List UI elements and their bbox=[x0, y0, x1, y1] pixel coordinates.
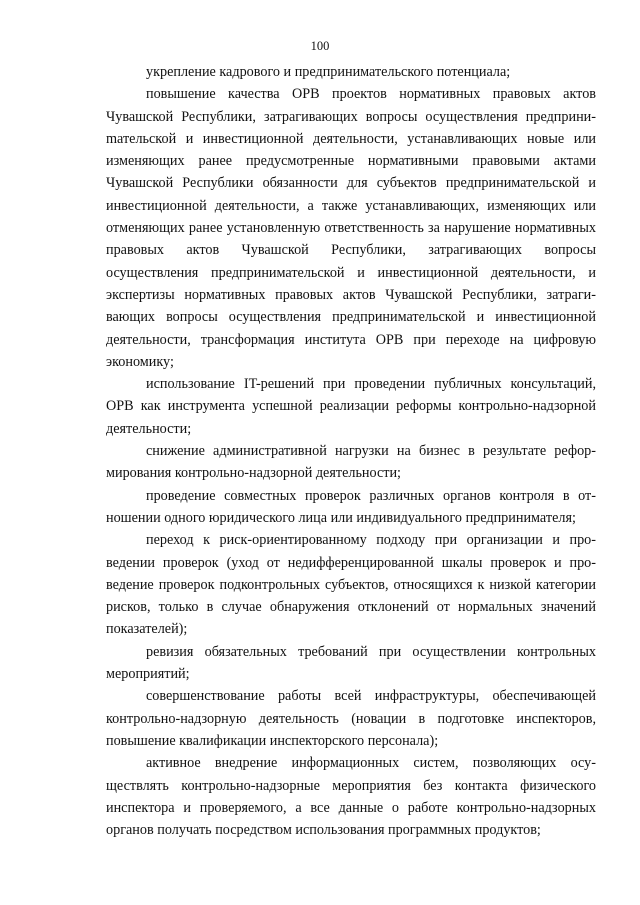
paragraph-orv-quality: повышение качества ОРВ проектов нормативных правовых актов Чувашской Республики, затрагивающих вопросы осуществления предприниmательской и инвестиционной деятельности, устанавливающих новые или изменяющих ранее предусмотренные нормативными правовыми актами Чувашской Республики обязанности для субъектов предпринимательской и инвестиционной деятельности, а также устанавливающих, изменяющих или отменяющих ранее установленную ответственность за нарушение нормативных правовых актов Чувашской Республики, затрагивающих вопросы осуществления предпринимательской и инвестиционной деятельности, и экспертизы нормативных правовых актов Чувашской Республики, затрагивающих вопросы осуществления предпринимательской и инвестиционной деятельности, трансформация института ОРВ при переходе на цифровую экономику; bbox=[106, 86, 596, 370]
paragraph-administrative-burden: снижение административной нагрузки на бизнес в результате реформирования контрольно-надзорной деятельности; bbox=[106, 443, 596, 482]
page-number: 100 bbox=[310, 39, 330, 53]
document-body bbox=[106, 61, 596, 841]
paragraph-infrastructure-improvement: совершенствование работы всей инфраструктуры, обеспечивающей контрольно-надзорную деятельность (новации в подготовке инспекторов, повышение квалификации инспекторского персонала); bbox=[106, 688, 596, 749]
paragraph-joint-inspections: проведение совместных проверок различных органов контроля в отношении одного юридического лица или индивидуального предпринимателя; bbox=[106, 487, 596, 526]
paragraph-it-solutions: использование IT-решений при проведении публичных консультаций, ОРВ как инструмента успешной реализации реформы контрольно-надзорной деятельности; bbox=[106, 376, 596, 437]
paragraph-requirements-revision: ревизия обязательных требований при осуществлении контрольных мероприятий; bbox=[106, 643, 596, 683]
paragraph-information-systems: активное внедрение информационных систем, позволяющих осуществлять контрольно-надзорные мероприятия без контакта физического инспектора и проверяемого, а все данные о работе контрольно-надзорных органов получать посредством использования программных продуктов; bbox=[106, 755, 596, 839]
paragraph-entrepreneurial-potential: укрепление кадрового и предпринимательского потенциала; bbox=[146, 64, 511, 80]
paragraph-risk-oriented-approach: переход к риск-ориентированному подходу при организации и проведении проверок (уход от недифференцированной шкалы проверок и проведение проверок подконтрольных субъектов, относящихся к низкой категории рисков, только в случае обнаружения отклонений от нормальных значений показателей); bbox=[106, 532, 596, 638]
